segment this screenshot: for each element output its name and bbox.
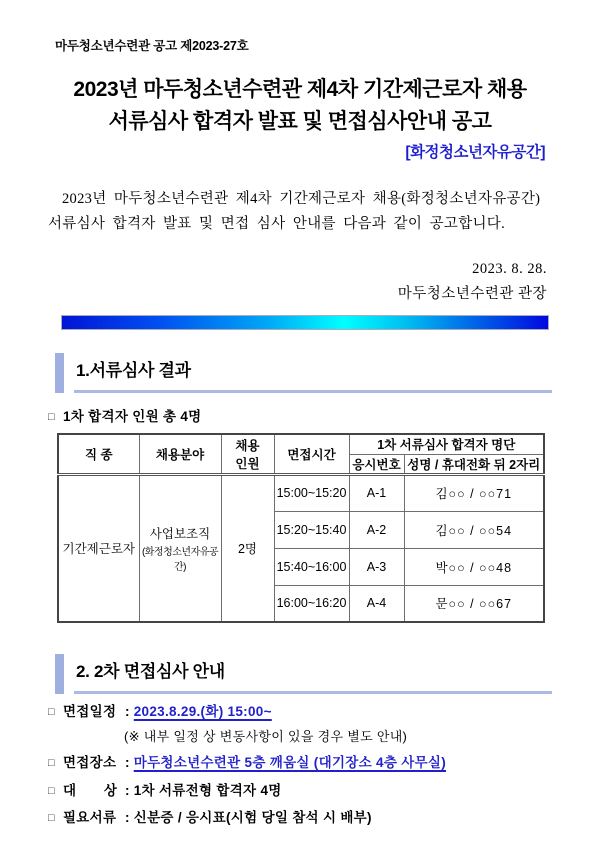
interview-place-line — [48, 754, 552, 772]
col-header-pass-list: 1차 서류심사 합격자 명단 — [349, 434, 544, 454]
place-label: 면접장소 — [62, 755, 117, 771]
col-header-count-line1: 채용 — [235, 438, 260, 453]
schedule-label: 면접일정 — [62, 704, 117, 720]
section2-accent-bar — [55, 654, 64, 694]
square-bullet-icon: □ — [48, 706, 55, 719]
section2-header — [55, 654, 552, 694]
intro-line-1: 2023년 마두청소년수련관 제4차 기간제근로자 채용(화정청소년자유공간) — [62, 191, 541, 207]
section1-subtitle-line — [48, 405, 552, 425]
cell-name: 박○○ / ○○48 — [404, 548, 544, 585]
label-separator: : — [124, 755, 130, 771]
cell-number: A-3 — [349, 548, 404, 585]
title-line-2: 서류심사 합격자 발표 및 면접심사안내 공고 — [108, 109, 492, 133]
square-bullet-icon: □ — [48, 784, 55, 797]
place-value: 마두청소년수련관 5층 깨움실 (대기장소 4층 사무실) — [133, 755, 447, 771]
label-separator: : — [124, 704, 130, 720]
title-line-1: 2023년 마두청소년수련관 제4차 기간제근로자 채용 — [73, 78, 527, 101]
cell-name: 김○○ / ○○54 — [404, 511, 544, 548]
cell-number: A-4 — [349, 585, 404, 622]
col-header-job: 직 종 — [58, 434, 139, 474]
square-bullet-icon: □ — [48, 811, 55, 824]
cell-time: 15:40~16:00 — [274, 548, 349, 585]
col-header-number: 응시번호 — [349, 454, 404, 474]
screening-result-table — [57, 433, 545, 623]
title-tag-facility: [화정청소년자유공간] — [405, 144, 545, 161]
interview-schedule-line — [48, 703, 552, 721]
cell-time: 15:20~15:40 — [274, 511, 349, 548]
signature-block — [48, 257, 552, 306]
table-header-row-1 — [58, 434, 544, 454]
intro-paragraph — [48, 187, 552, 237]
cell-number: A-1 — [349, 474, 404, 511]
target-value: 1차 서류전형 합격자 4명 — [133, 782, 282, 798]
section1-title: 1.서류심사 결과 — [74, 353, 552, 393]
col-header-name: 성명 / 휴대전화 뒤 2자리 — [404, 454, 544, 474]
label-separator: : — [124, 809, 130, 825]
schedule-note: (※ 내부 일정 상 변동사항이 있을 경우 별도 안내) — [124, 729, 408, 745]
intro-line-2: 서류심사 합격자 발표 및 면접 심사 안내를 다음과 같이 공고합니다. — [48, 215, 506, 232]
col-header-count — [221, 434, 274, 474]
notice-number: 마두청소년수련관 공고 제2023-27호 — [55, 39, 249, 53]
cell-field-line2: (화정청소년자유공간) — [141, 546, 219, 573]
col-header-time: 면접시간 — [274, 434, 349, 474]
cell-name: 김○○ / ○○71 — [404, 474, 544, 511]
cell-time: 16:00~16:20 — [274, 585, 349, 622]
cell-field-line1: 사업보조직 — [149, 526, 211, 541]
col-header-count-line2: 인원 — [235, 456, 260, 471]
schedule-value: 2023.8.29.(화) 15:00~ — [133, 704, 272, 720]
interview-target-line — [48, 782, 552, 800]
cell-number: A-2 — [349, 511, 404, 548]
announcement-date: 2023. 8. 28. — [472, 260, 547, 277]
section1-header — [55, 353, 552, 393]
square-bullet-icon: □ — [48, 757, 55, 770]
signer-title: 마두청소년수련관 관장 — [397, 285, 547, 302]
section1-accent-bar — [55, 353, 64, 393]
col-header-field: 채용분야 — [139, 434, 221, 474]
required-docs-line — [48, 809, 552, 827]
divider-gradient-bar — [61, 315, 549, 330]
document-title — [48, 74, 552, 137]
cell-job-type: 기간제근로자 — [58, 474, 139, 622]
section1-subtitle: 1차 합격자 인원 총 4명 — [62, 409, 202, 425]
docs-label: 필요서류 — [62, 809, 117, 825]
label-separator: : — [124, 782, 130, 798]
docs-value: 신분증 / 응시표(시험 당일 참석 시 배부) — [133, 809, 372, 825]
cell-field — [139, 474, 221, 622]
cell-time: 15:00~15:20 — [274, 474, 349, 511]
table-row — [58, 474, 544, 511]
section2-title: 2. 2차 면접심사 안내 — [74, 654, 552, 694]
square-bullet-icon: □ — [48, 411, 55, 424]
cell-name: 문○○ / ○○67 — [404, 585, 544, 622]
target-label: 대 상 — [62, 782, 118, 798]
cell-headcount: 2명 — [221, 474, 274, 622]
